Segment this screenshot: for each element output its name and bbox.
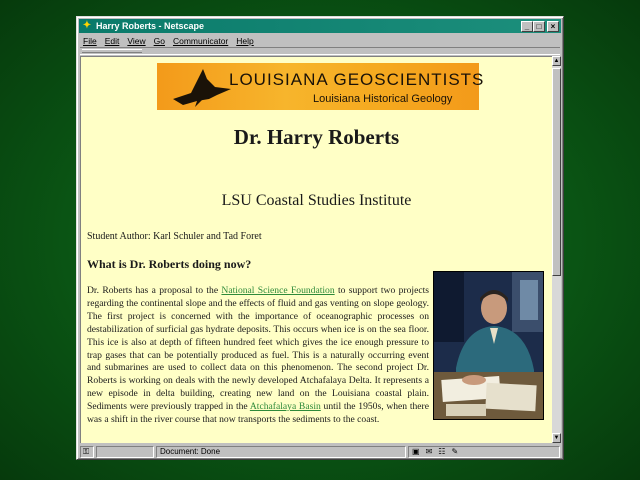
para-text-3: until the 1950s, when there was a shift in the river course that now transports the sediments to the coast. (87, 401, 429, 426)
scroll-down-arrow-icon[interactable]: ▼ (553, 435, 560, 441)
para-text-2: to support two projects regarding the continental slope and the effects of fluid and gas venting on slope geology. The first project is concerned with the importance of oceanographic processes on destabilization of surficial gas hydrate deposits. This occurs when ice is on the sea floor. This ice is also at depth of fifteen hundred feet which gives the ice enough pressure to trap gases that can be potentially produced as fuel. This is a naturally occurring event and submarines are used to collect data on this phenomenon. The second project Dr. Roberts is working on deals with the newly developed Atchafalaya Delta. It represents a new episode in delta building, creating new land on the Louisiana coastal plain. Sediments were previously trapped in the (87, 285, 429, 413)
collapsed-toolbar (80, 47, 560, 55)
authors-line: Student Author: Karl Schuler and Tad Foret (87, 231, 262, 242)
atchafalaya-basin-link[interactable]: Atchafalaya Basin (249, 401, 321, 413)
netscape-icon: ✦ (82, 20, 92, 31)
page-title: Dr. Harry Roberts (233, 125, 400, 149)
browser-window (76, 16, 564, 460)
banner-subtitle: Louisiana Historical Geology (313, 93, 453, 105)
mail-icon[interactable]: ✉ (425, 446, 433, 456)
para-text-1: Dr. Roberts has a proposal to the (87, 285, 222, 296)
menu-communicator[interactable]: Communicator (172, 35, 229, 46)
menu-file[interactable]: File (83, 35, 97, 46)
status-bar (80, 445, 560, 458)
minimize-button[interactable]: _ (521, 21, 533, 32)
scroll-thumb[interactable] (552, 68, 561, 276)
pelican-logo (169, 65, 235, 109)
menu-go[interactable]: Go (153, 35, 165, 46)
portrait-photo (433, 271, 544, 420)
menu-help[interactable]: Help (236, 35, 254, 46)
composer-icon[interactable]: ✎ (451, 446, 459, 456)
banner-title: LOUISIANA GEOSCIENTISTS (229, 70, 485, 89)
window-title: Harry Roberts - Netscape (96, 21, 205, 31)
menu-bar (80, 34, 560, 47)
nsf-link[interactable]: National Science Foundation (221, 285, 335, 296)
close-button[interactable]: × (547, 21, 559, 32)
menu-view[interactable]: View (127, 35, 146, 46)
title-bar[interactable] (79, 19, 561, 33)
security-lock-icon[interactable]: ⚿ (80, 446, 94, 458)
status-text: Document: Done (156, 446, 406, 458)
menu-edit[interactable]: Edit (104, 35, 120, 46)
progress-indicator (96, 446, 154, 458)
portrait-image (434, 272, 544, 420)
scroll-up-arrow-icon[interactable]: ▲ (553, 58, 560, 64)
page-content (80, 56, 552, 443)
navigator-icon[interactable]: ▣ (412, 446, 420, 456)
component-bar (408, 446, 560, 458)
toolbar-grip[interactable] (82, 49, 142, 53)
vertical-scrollbar[interactable] (552, 56, 561, 443)
section-heading: What is Dr. Roberts doing now? (87, 257, 252, 271)
page-subtitle: LSU Coastal Studies Institute (221, 192, 412, 209)
site-banner (157, 63, 485, 110)
window-controls (521, 21, 559, 32)
discussion-icon[interactable]: ☷ (438, 446, 446, 456)
maximize-button[interactable]: □ (533, 21, 545, 32)
